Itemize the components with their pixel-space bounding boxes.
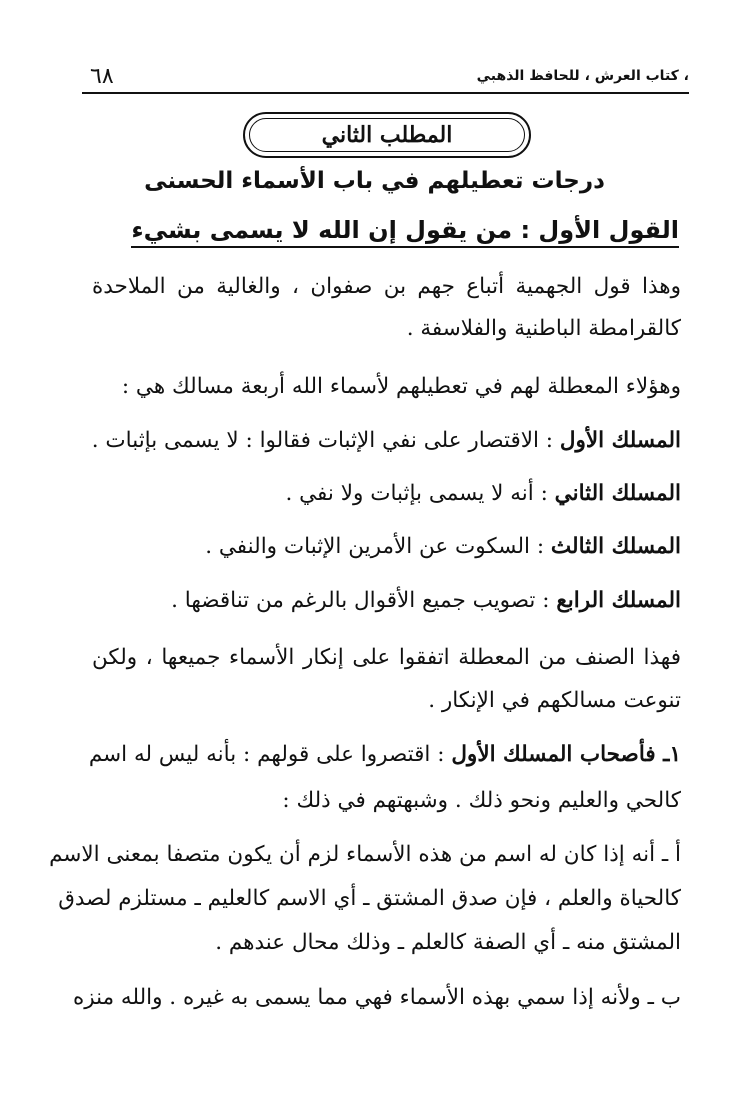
path-one-label: المسلك الأول bbox=[559, 428, 681, 453]
first-view-heading: القول الأول : من يقول إن الله لا يسمى بشيء bbox=[131, 216, 679, 248]
path-three-text: : السكوت عن الأمرين الإثبات والنفي . bbox=[205, 534, 551, 559]
paragraph-line: تنوعت مسالكهم في الإنكار . bbox=[428, 688, 681, 713]
header-rule bbox=[82, 92, 689, 94]
path-one-line bbox=[92, 426, 681, 458]
paragraph-line: كالحياة والعلم ، فإن صدق المشتق ـ أي الاسم كالعليم ـ مستلزم لصدق bbox=[58, 886, 681, 911]
paragraph-line: ب ـ ولأنه إذا سمي بهذه الأسماء فهي مما يسمى به غيره . والله منزه bbox=[72, 985, 681, 1010]
first-path-followers-text: : اقتصروا على قولهم : بأنه ليس له اسم bbox=[88, 742, 452, 767]
running-header bbox=[82, 62, 689, 92]
paragraph-line: فهذا الصنف من المعطلة اتفقوا على إنكار الأسماء جميعها ، ولكن bbox=[92, 645, 681, 670]
paragraph-line: وهذا قول الجهمية أتباع جهم بن صفوان ، والغالية من الملاحدة bbox=[92, 274, 681, 299]
paragraph-line: المشتق منه ـ أي الصفة كالعلم ـ وذلك محال عندهم . bbox=[215, 930, 681, 955]
first-path-followers-label: ١ـ فأصحاب المسلك الأول bbox=[451, 742, 681, 767]
paragraph-line: كالحي والعليم ونحو ذلك . وشبهتهم في ذلك : bbox=[282, 788, 681, 813]
path-two-line bbox=[92, 479, 681, 511]
paragraph-line: أ ـ أنه إذا كان له اسم من هذه الأسماء لزم أن يكون متصفا بمعنى الاسم bbox=[49, 842, 681, 867]
path-two-text: : أنه لا يسمى بإثبات ولا نفي . bbox=[285, 481, 555, 506]
paragraph-line: وهؤلاء المعطلة لهم في تعطيلهم لأسماء الله أربعة مسالك هي : bbox=[121, 374, 681, 399]
section-title: المطلب الثاني bbox=[249, 118, 525, 152]
path-four-text: : تصويب جميع الأقوال بالرغم من تناقضها . bbox=[171, 588, 557, 613]
path-three-line bbox=[92, 532, 681, 564]
running-header-title: ، كتاب العرش ، للحافظ الذهبي bbox=[476, 68, 689, 84]
page-number: ٦٨ bbox=[90, 64, 114, 89]
path-four-label: المسلك الرابع bbox=[556, 588, 681, 613]
first-path-explanation-line bbox=[88, 740, 681, 772]
section-title-frame bbox=[243, 112, 531, 158]
path-four-line bbox=[92, 586, 681, 618]
chapter-subheading: درجات تعطيلهم في باب الأسماء الحسنى bbox=[144, 168, 605, 194]
path-one-text: : الاقتصار على نفي الإثبات فقالوا : لا يسمى بإثبات . bbox=[91, 428, 560, 453]
path-two-label: المسلك الثاني bbox=[554, 481, 681, 506]
paragraph-line: كالقرامطة الباطنية والفلاسفة . bbox=[406, 316, 681, 341]
path-three-label: المسلك الثالث bbox=[550, 534, 681, 559]
